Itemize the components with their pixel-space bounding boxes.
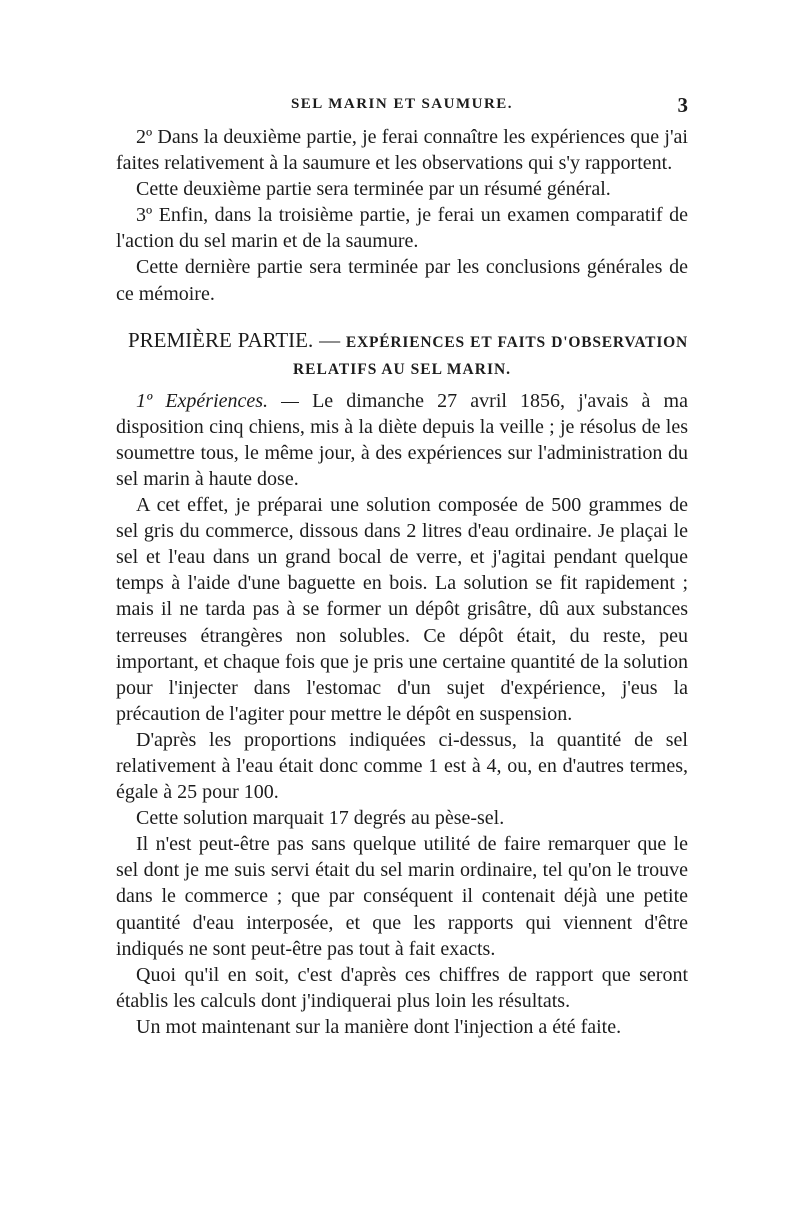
- paragraph-text: Le dimanche 27 avril 1856, j'avais à ma disposition cinq chiens, mis à la diète depuis la veille ; je résolus de les soumettre tous, le même jour, à des expériences sur l'administration du sel marin à haute dose.: [116, 389, 688, 490]
- paragraph: A cet effet, je préparai une solution composée de 500 grammes de sel gris du commerce, dissous dans 2 litres d'eau ordinaire. Je plaçai le sel et l'eau dans un grand bocal de verre, et j'agitai pendant quelque temps à l'aide d'une baguette en bois. La solution se fit rapidement ; mais il ne tarda pas à se former un dépôt grisâtre, dû aux substances terreuses étrangères non solubles. Ce dépôt était, du reste, peu important, et chaque fois que je pris une certaine quantité de la solution pour l'injecter dans l'estomac d'un sujet d'expérience, j'eus la précaution de l'agiter pour mettre le dépôt en suspension.: [116, 494, 688, 725]
- paragraph: Cette solution marquait 17 degrés au pèse-sel.: [136, 807, 505, 830]
- page-body: [116, 124, 688, 1040]
- paragraph: Un mot maintenant sur la manière dont l'injection a été faite.: [136, 1015, 622, 1038]
- paragraph: 2º Dans la deuxième partie, je ferai connaître les expériences que j'ai faites relativement à la saumure et les observations qui s'y rapportent.: [116, 126, 688, 175]
- paragraph: Il n'est peut-être pas sans quelque utilité de faire remarquer que le sel dont je me suis servi était du sel marin ordinaire, tel qu'on le trouve dans le commerce ; que par conséquent il contenait déjà une petite quantité d'eau interposée, et que les rapports qui viennent d'être indiqués ne sont peut-être pas tout à fait exacts.: [116, 833, 688, 960]
- paragraph: Cette dernière partie sera terminée par les conclusions générales de ce mémoire.: [116, 256, 688, 305]
- section-subtitle: RELATIFS AU SEL MARIN.: [292, 360, 512, 378]
- paragraph: [116, 388, 688, 492]
- page-number: 3: [677, 93, 688, 117]
- paragraph: Cette deuxième partie sera terminée par un résumé général.: [136, 178, 611, 201]
- running-head: SEL MARIN ET SAUMURE.: [290, 96, 514, 112]
- paragraph: 3º Enfin, dans la troisième partie, je ferai un examen comparatif de l'action du sel marin et de la saumure.: [116, 204, 688, 253]
- paragraph-lead: 1º Expériences. —: [136, 389, 299, 412]
- section-title-sub: EXPÉRIENCES ET FAITS D'OBSERVATION: [345, 333, 689, 351]
- paragraph: Quoi qu'il en soit, c'est d'après ces chiffres de rapport que seront établis les calculs dont j'indiquerai plus loin les résultats.: [116, 963, 688, 1012]
- section-title: [116, 327, 688, 356]
- paragraph: D'après les proportions indiquées ci-dessus, la quantité de sel relativement à l'eau était donc comme 1 est à 4, ou, en d'autres termes, égale à 25 pour 100.: [116, 728, 688, 804]
- section-title-main: PREMIÈRE PARTIE. —: [128, 327, 341, 352]
- page-header: [116, 93, 688, 120]
